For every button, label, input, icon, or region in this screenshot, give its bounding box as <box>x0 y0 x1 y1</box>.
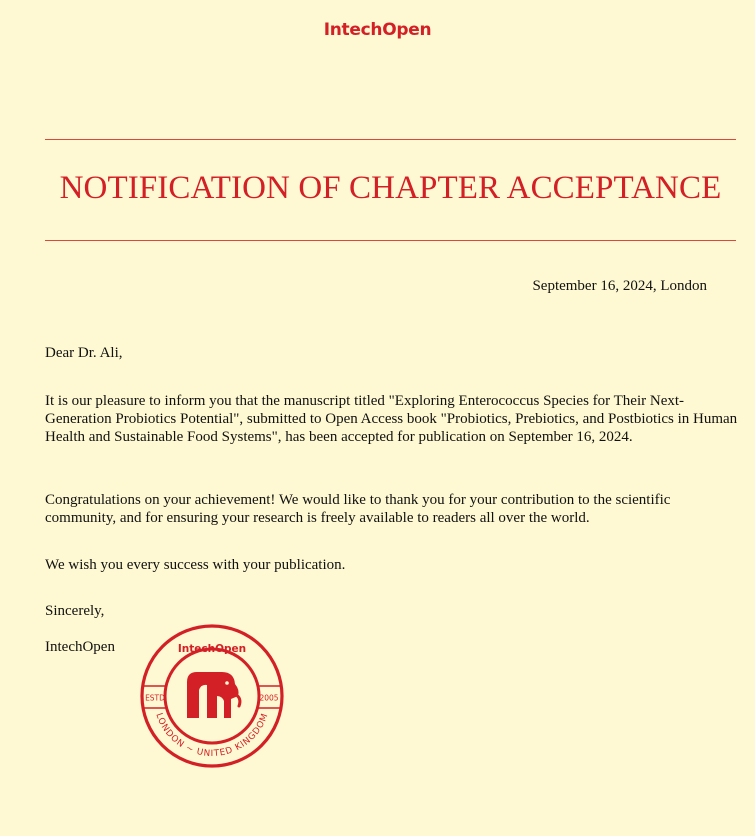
intechopen-logo: IntechOpen <box>323 20 432 40</box>
letter-closing: Sincerely, <box>45 603 105 619</box>
letter-date-location: September 16, 2024, London <box>532 278 707 294</box>
letter-salutation: Dear Dr. Ali, <box>45 345 123 361</box>
seal-brand: IntechOpen <box>177 643 247 655</box>
title-bottom-divider <box>45 240 736 241</box>
letter-paragraph-congratulations: Congratulations on your achievement! We would like to thank you for your contribution to the scientific community, and for ensuring your research is freely available to readers all over the world. <box>45 492 671 526</box>
seal-year: 2005 <box>259 693 279 703</box>
letter-signature: IntechOpen <box>45 639 115 655</box>
seal-estd-label: ESTD <box>145 693 165 703</box>
elephant-logo-icon <box>187 672 240 721</box>
letter-paragraph-wishes: We wish you every success with your publication. <box>45 557 346 573</box>
intechopen-seal-stamp <box>138 620 286 772</box>
letter-paragraph-acceptance: It is our pleasure to inform you that the manuscript titled "Exploring Enterococcus Species for Their Next-Generation Probiotics Potential", submitted to Open Access book "Probiotics, Prebiotics, and Postbiotics in Human Health and Sustainable Food Systems", has been accepted for publication on September 16, 2024. <box>45 393 738 445</box>
title-top-divider <box>45 139 736 140</box>
page-title: NOTIFICATION OF CHAPTER ACCEPTANCE <box>59 170 722 206</box>
seal-location: LONDON ~ UNITED KINGDOM <box>153 711 271 760</box>
